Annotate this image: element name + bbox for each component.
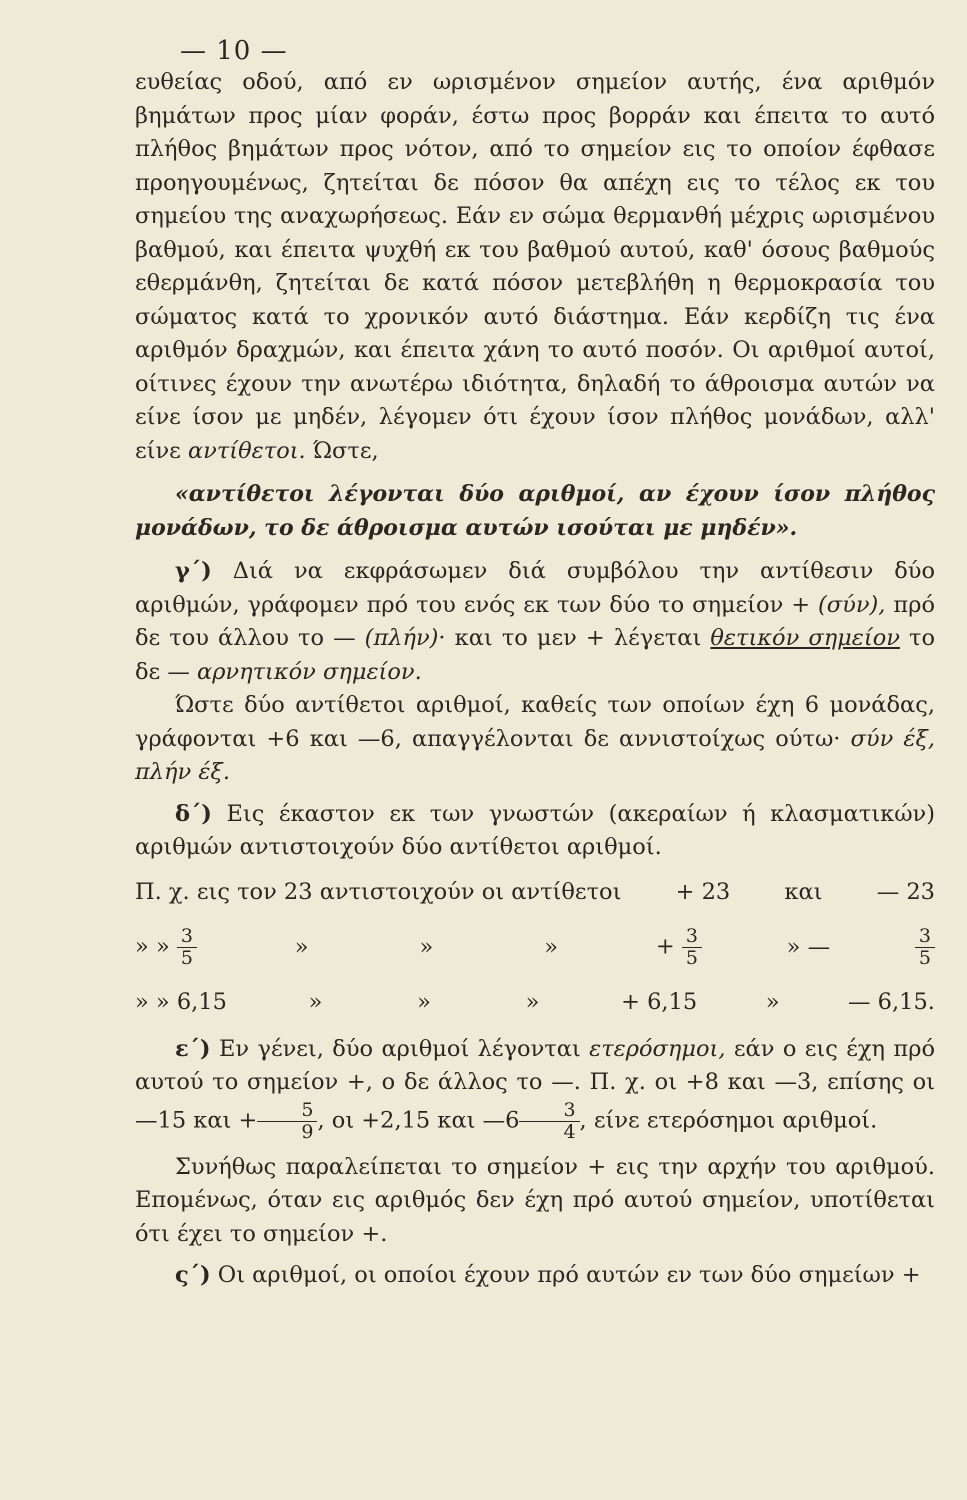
ditto-mark: » <box>525 988 540 1015</box>
section-marker-epsilon: ε΄) <box>175 1035 211 1062</box>
fraction-denominator: 4 <box>563 1120 576 1143</box>
fraction-denominator: 9 <box>301 1120 314 1143</box>
paragraph-tail: Ώστε, <box>305 437 379 464</box>
paragraph-intro <box>135 66 935 468</box>
term-plin: (πλήν)· <box>364 625 446 651</box>
example-intro: Π. χ. εις τον 23 αντιστοιχούν οι αντίθετοι <box>135 878 622 905</box>
conjunction: και <box>784 878 823 905</box>
example-row-fraction <box>135 915 935 981</box>
example-row-23 <box>135 871 935 915</box>
example-negative: — 23 <box>876 878 935 905</box>
paragraph-text: Εν γένει, δύο αριθμοί λέγονται <box>218 1035 590 1062</box>
fraction <box>915 926 935 969</box>
ditto-mark: » <box>155 933 170 960</box>
ditto-mark: » <box>135 933 149 960</box>
term-syn-ex-plin-ex: σύν έξ, πλήν έξ. <box>135 725 935 785</box>
paragraph-text: Εις έκαστον εκ των γνωστών (ακεραίων ή κλασματικών) αριθμών αντιστοιχούν δύο αντίθετοι αριθμοί. <box>135 800 936 860</box>
term-negative-sign: αρνητικόν σημείον. <box>197 658 422 685</box>
paragraph-text: , οι +2,15 και —6 <box>317 1107 520 1133</box>
minus-sign: — <box>807 933 831 960</box>
page-body <box>135 66 935 1293</box>
term-positive-sign: θετικόν σημείον <box>710 625 900 651</box>
fraction-denominator: 5 <box>918 947 931 969</box>
paragraph-text: το δε — <box>135 625 935 685</box>
ditto-mark: » <box>308 988 323 1015</box>
paragraph-text: ευθείας οδού, από εν ωρισμένον σημείον αυτής, ένα αριθμόν βημάτων προς μίαν φοράν, έστω προς βορράν και έπειτα το αυτό πλήθος βημάτων προς νότον, από το σημείον εις το οποίον έφθασε προηγουμένως, ζητείται δε πόσον θα απέχη εις το τέλος εκ του σημείου της αναχωρήσεως. Εάν εν σώμα θερμανθή μέχρις ωρισμένου βαθμού, και έπειτα ψυχθή εκ του βαθμού αυτού, καθ' όσους βαθμούς εθερμάνθη, ζητείται δε κατά πόσον μετεβλήθη η θερμοκρασία του σώματος κατά το χρονικόν αυτό διάστημα. Εάν κερδίζη τις ένα αριθμόν δραχμών, και έπειτα χάνη το αυτό ποσόν. Οι αριθμοί αυτοί, οίτινες έχουν την ανωτέρω ιδιότητα, δηλαδή το άθροισμα αυτών να είνε ίσον με μηδέν, λέγομεν ότι έχουν ίσον πλήθος μονάδων, αλλ' είνε <box>135 69 935 464</box>
paragraph-delta <box>135 798 935 865</box>
example-label: » » 6,15 <box>135 988 227 1015</box>
paragraph-omission: Συνήθως παραλείπεται το σημείον + εις την αρχήν του αριθμού. Επομένως, όταν εις αριθμός δεν έχη πρό αυτού σημείον, υποτίθεται ότι έχει το σημείον +. <box>135 1153 935 1247</box>
fraction-numerator: 3 <box>519 1100 579 1122</box>
paragraph-text: Διά να εκφράσωμεν διά συμβόλου την αντίθεσιν δύο αριθμών, γράφομεν πρό του ενός εκ των δύο το σημείον + <box>135 558 935 618</box>
section-marker-gamma: γ΄) <box>175 558 212 584</box>
paragraph-text: Ώστε δύο αντίθετοι αριθμοί, καθείς των οποίων έχη 6 μονάδας, γράφονται +6 και —6, απαγγέλονται δε αννιστοίχως ούτω· <box>135 692 935 752</box>
fraction <box>682 926 702 969</box>
ditto-mark: » <box>544 933 559 960</box>
fraction-numerator: 5 <box>257 1100 317 1122</box>
paragraph-gamma <box>135 555 935 689</box>
ditto-mark: » <box>786 933 801 960</box>
term-antithetoi: αντίθετοι. <box>187 437 306 464</box>
fraction <box>177 926 197 969</box>
ditto-mark: » <box>419 933 434 960</box>
fraction <box>519 1100 579 1143</box>
example-table <box>135 871 935 1025</box>
example-positive: + 6,15 <box>621 988 698 1015</box>
paragraph-stigma <box>135 1259 935 1293</box>
paragraph-text: και το μεν + λέγεται <box>445 625 711 651</box>
term-syn: (σύν), <box>818 591 886 618</box>
fraction-numerator: 3 <box>177 926 197 948</box>
fraction-numerator: 3 <box>682 926 702 948</box>
fraction-denominator: 5 <box>685 947 698 969</box>
fraction <box>257 1100 317 1143</box>
paragraph-text: Οι αριθμοί, οι οποίοι έχουν πρό αυτών εν των δύο σημείων + <box>217 1262 921 1288</box>
paragraph-text: πρό δε του άλλου το — <box>135 591 935 651</box>
ditto-mark: » <box>765 988 780 1015</box>
definition-rule: «αντίθετοι λέγονται δύο αριθμοί, αν έχουν ίσον πλήθος μονάδων, το δε άθροισμα αυτών ισούται με μηδέν». <box>135 481 935 541</box>
paragraph-example-six <box>135 689 935 790</box>
ditto-mark: » <box>294 933 309 960</box>
example-positive: + 23 <box>675 878 731 905</box>
ditto-mark: » <box>417 988 431 1015</box>
section-marker-delta: δ΄) <box>175 800 212 827</box>
paragraph-text: , είνε ετερόσημοι αριθμοί. <box>579 1107 878 1133</box>
example-negative: — 6,15. <box>848 988 935 1015</box>
term-heterosimoi: ετερόσημοι, <box>589 1035 726 1062</box>
section-marker-stigma: ς΄) <box>175 1262 211 1288</box>
page-number: — 10 — <box>180 36 288 66</box>
paragraph-epsilon <box>135 1033 935 1143</box>
fraction-denominator: 5 <box>180 947 193 969</box>
example-row-615 <box>135 981 935 1025</box>
plus-sign: + <box>655 933 675 960</box>
fraction-numerator: 3 <box>915 926 935 948</box>
paragraph-text: εάν ο εις έχη πρό αυτού το σημείον +, ο δε άλλος το —. Π. χ. οι +8 και —3, επίσης οι —15 και + <box>135 1035 935 1133</box>
